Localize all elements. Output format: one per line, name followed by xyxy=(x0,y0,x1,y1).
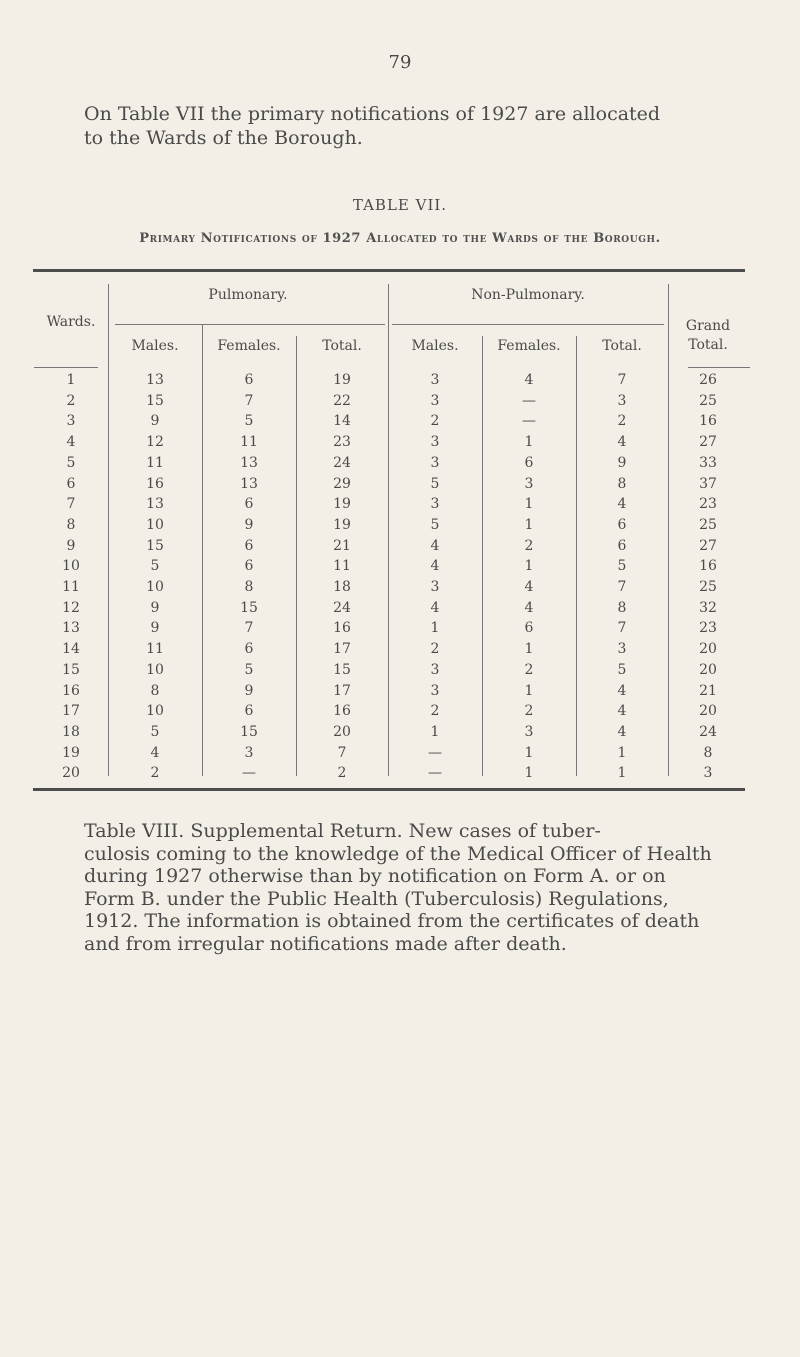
cell-pulmonary-males: 10 xyxy=(146,516,164,533)
cell-pulmonary-total: 24 xyxy=(333,454,351,471)
cell-pulmonary-total: 19 xyxy=(333,496,351,513)
cell-non-pulmonary-total: 7 xyxy=(617,620,627,637)
cell-grand-total: 25 xyxy=(699,516,717,533)
header-grand-total-line1: Grand xyxy=(685,318,731,334)
cell-non-pulmonary-total: 7 xyxy=(617,579,627,595)
cell-grand-total: 16 xyxy=(699,413,717,430)
table-top-rule xyxy=(33,269,745,272)
cell-grand-total: 24 xyxy=(699,723,717,740)
cell-pulmonary-males: 4 xyxy=(150,744,160,761)
cell-ward: 6 xyxy=(66,475,76,492)
cell-non-pulmonary-males: 4 xyxy=(430,558,440,575)
cell-non-pulmonary-females: 3 xyxy=(524,723,534,740)
cell-pulmonary-total: 29 xyxy=(333,475,351,492)
cell-non-pulmonary-total: 4 xyxy=(617,682,627,699)
cell-pulmonary-females: 13 xyxy=(240,475,258,492)
cell-pulmonary-males: 16 xyxy=(146,475,164,492)
cell-non-pulmonary-total: 7 xyxy=(617,372,627,388)
header-pulmonary-females: Females. xyxy=(217,338,281,354)
cell-non-pulmonary-females: 2 xyxy=(524,661,534,678)
cell-pulmonary-males: 5 xyxy=(150,558,160,575)
cell-non-pulmonary-total: 1 xyxy=(617,765,627,782)
cell-pulmonary-total: 19 xyxy=(333,372,351,388)
cell-pulmonary-total: 19 xyxy=(333,516,351,533)
cell-pulmonary-females: 7 xyxy=(244,620,254,637)
cell-ward: 1 xyxy=(66,372,76,388)
cell-non-pulmonary-males: 1 xyxy=(430,723,440,740)
cell-non-pulmonary-total: 1 xyxy=(617,744,627,761)
cell-grand-total: 20 xyxy=(699,703,717,720)
cell-non-pulmonary-males: 4 xyxy=(430,537,440,554)
cell-pulmonary-males: 15 xyxy=(146,392,164,409)
cell-grand-total: 23 xyxy=(699,620,717,637)
header-bottom-rule-grand xyxy=(688,367,750,368)
cell-ward: 17 xyxy=(62,703,80,720)
cell-pulmonary-total: 2 xyxy=(337,765,347,782)
intro-line: to the Wards of the Borough. xyxy=(84,127,363,149)
cell-pulmonary-total: 7 xyxy=(337,744,347,761)
cell-ward: 20 xyxy=(62,765,80,782)
cell-non-pulmonary-females: 4 xyxy=(524,599,534,616)
supplement-line: 1912. The information is obtained from the certificates of death xyxy=(84,910,700,933)
cell-non-pulmonary-males: 5 xyxy=(430,516,440,533)
header-bottom-rule-wards xyxy=(34,367,98,368)
cell-pulmonary-females: 3 xyxy=(244,744,254,761)
header-subrule-pulmonary xyxy=(115,324,385,325)
cell-non-pulmonary-total: 3 xyxy=(617,392,627,409)
cell-grand-total: 20 xyxy=(699,661,717,678)
cell-grand-total: 8 xyxy=(703,744,713,761)
cell-non-pulmonary-males: 3 xyxy=(430,579,440,595)
supplement-line: during 1927 otherwise than by notification on Form A. or on xyxy=(84,865,666,888)
cell-pulmonary-males: 9 xyxy=(150,620,160,637)
cell-non-pulmonary-females: 1 xyxy=(524,744,534,761)
cell-non-pulmonary-males: 5 xyxy=(430,475,440,492)
cell-non-pulmonary-females: 1 xyxy=(524,682,534,699)
cell-non-pulmonary-females: 6 xyxy=(524,620,534,637)
cell-pulmonary-females: 5 xyxy=(244,661,254,678)
cell-pulmonary-males: 12 xyxy=(146,434,164,451)
cell-ward: 2 xyxy=(66,392,76,409)
cell-non-pulmonary-females: 6 xyxy=(524,454,534,471)
cell-non-pulmonary-females: — xyxy=(522,413,536,430)
cell-pulmonary-males: 9 xyxy=(150,599,160,616)
cell-non-pulmonary-males: 3 xyxy=(430,372,440,388)
cell-pulmonary-males: 13 xyxy=(146,496,164,513)
cell-pulmonary-males: 11 xyxy=(146,641,164,658)
cell-pulmonary-total: 17 xyxy=(333,682,351,699)
cell-pulmonary-females: 6 xyxy=(244,703,254,720)
cell-pulmonary-females: 6 xyxy=(244,372,254,388)
cell-non-pulmonary-females: 1 xyxy=(524,558,534,575)
header-non-pulmonary-males: Males. xyxy=(411,338,459,354)
cell-ward: 16 xyxy=(62,682,80,699)
cell-non-pulmonary-total: 4 xyxy=(617,496,627,513)
header-wards: Wards. xyxy=(46,314,96,330)
header-grand-total-line2: Total. xyxy=(688,337,728,353)
cell-non-pulmonary-total: 8 xyxy=(617,599,627,616)
cell-non-pulmonary-males: 3 xyxy=(430,434,440,451)
cell-non-pulmonary-total: 2 xyxy=(617,413,627,430)
cell-pulmonary-total: 15 xyxy=(333,661,351,678)
cell-pulmonary-total: 23 xyxy=(333,434,351,451)
cell-pulmonary-females: 6 xyxy=(244,496,254,513)
cell-grand-total: 3 xyxy=(703,765,713,782)
intro-line: On Table VII the primary notifications of 1927 are allocated xyxy=(84,103,661,125)
cell-grand-total: 26 xyxy=(699,372,717,388)
cell-pulmonary-males: 10 xyxy=(146,703,164,720)
cell-non-pulmonary-males: 4 xyxy=(430,599,440,616)
cell-non-pulmonary-males: 1 xyxy=(430,620,440,637)
table-title: TABLE VII. xyxy=(352,196,448,214)
cell-non-pulmonary-total: 8 xyxy=(617,475,627,492)
cell-non-pulmonary-females: 1 xyxy=(524,434,534,451)
cell-grand-total: 27 xyxy=(699,434,717,451)
cell-ward: 15 xyxy=(62,661,80,678)
cell-non-pulmonary-total: 9 xyxy=(617,454,627,471)
cell-non-pulmonary-total: 5 xyxy=(617,558,627,575)
cell-ward: 10 xyxy=(62,558,80,575)
cell-pulmonary-total: 21 xyxy=(333,537,351,554)
cell-ward: 11 xyxy=(62,579,80,595)
cell-pulmonary-total: 14 xyxy=(333,413,351,430)
header-subrule-non-pulmonary xyxy=(392,324,664,325)
cell-non-pulmonary-males: 2 xyxy=(430,413,440,430)
cell-pulmonary-total: 20 xyxy=(333,723,351,740)
cell-non-pulmonary-total: 3 xyxy=(617,641,627,658)
supplement-line: Table VIII. Supplemental Return. New cases of tuber- xyxy=(84,820,601,842)
cell-pulmonary-total: 24 xyxy=(333,599,351,616)
cell-non-pulmonary-males: 2 xyxy=(430,641,440,658)
intro-paragraph xyxy=(84,102,744,150)
cell-non-pulmonary-females: 2 xyxy=(524,703,534,720)
cell-non-pulmonary-females: 1 xyxy=(524,516,534,533)
header-pulmonary-males: Males. xyxy=(131,338,179,354)
cell-pulmonary-males: 9 xyxy=(150,413,160,430)
cell-pulmonary-females: 15 xyxy=(240,723,258,740)
cell-grand-total: 16 xyxy=(699,558,717,575)
table-bottom-rule xyxy=(33,788,745,791)
cell-ward: 14 xyxy=(62,641,80,658)
cell-pulmonary-total: 16 xyxy=(333,703,351,720)
cell-grand-total: 32 xyxy=(699,599,717,616)
header-pulmonary-total: Total. xyxy=(322,338,362,354)
cell-pulmonary-males: 5 xyxy=(150,723,160,740)
cell-grand-total: 37 xyxy=(699,475,717,492)
cell-pulmonary-males: 8 xyxy=(150,682,160,699)
cell-non-pulmonary-total: 4 xyxy=(617,434,627,451)
cell-non-pulmonary-total: 4 xyxy=(617,703,627,720)
cell-ward: 18 xyxy=(62,723,80,740)
cell-ward: 8 xyxy=(66,516,76,533)
cell-non-pulmonary-males: 3 xyxy=(430,661,440,678)
cell-non-pulmonary-males: 3 xyxy=(430,454,440,471)
cell-grand-total: 23 xyxy=(699,496,717,513)
cell-non-pulmonary-total: 5 xyxy=(617,661,627,678)
cell-pulmonary-females: 8 xyxy=(244,579,254,595)
cell-pulmonary-females: 6 xyxy=(244,641,254,658)
cell-non-pulmonary-females: 2 xyxy=(524,537,534,554)
cell-pulmonary-males: 2 xyxy=(150,765,160,782)
cell-pulmonary-males: 13 xyxy=(146,372,164,388)
cell-pulmonary-females: 13 xyxy=(240,454,258,471)
cell-non-pulmonary-females: 1 xyxy=(524,765,534,782)
cell-pulmonary-total: 17 xyxy=(333,641,351,658)
cell-pulmonary-males: 10 xyxy=(146,579,164,595)
cell-grand-total: 27 xyxy=(699,537,717,554)
cell-non-pulmonary-total: 6 xyxy=(617,537,627,554)
cell-non-pulmonary-females: 3 xyxy=(524,475,534,492)
cell-non-pulmonary-total: 4 xyxy=(617,723,627,740)
cell-ward: 12 xyxy=(62,599,80,616)
cell-pulmonary-females: 9 xyxy=(244,516,254,533)
cell-non-pulmonary-females: 4 xyxy=(524,579,534,595)
cell-non-pulmonary-males: 3 xyxy=(430,392,440,409)
cell-pulmonary-total: 18 xyxy=(333,579,351,595)
header-non-pulmonary-total: Total. xyxy=(602,338,642,354)
cell-pulmonary-females: 6 xyxy=(244,537,254,554)
supplement-paragraph xyxy=(84,820,754,956)
cell-pulmonary-males: 15 xyxy=(146,537,164,554)
cell-pulmonary-females: 11 xyxy=(240,434,258,451)
cell-pulmonary-total: 11 xyxy=(333,558,351,575)
supplement-line: Form B. under the Public Health (Tuberculosis) Regulations, xyxy=(84,887,669,910)
supplement-line: culosis coming to the knowledge of the Medical Officer of Health xyxy=(84,842,712,865)
cell-non-pulmonary-females: 1 xyxy=(524,496,534,513)
cell-pulmonary-total: 22 xyxy=(333,392,351,409)
header-pulmonary: Pulmonary. xyxy=(208,287,288,303)
cell-pulmonary-males: 11 xyxy=(146,454,164,471)
cell-non-pulmonary-females: 1 xyxy=(524,641,534,658)
header-non-pulmonary-females: Females. xyxy=(497,338,561,354)
cell-non-pulmonary-males: 3 xyxy=(430,682,440,699)
cell-grand-total: 25 xyxy=(699,392,717,409)
cell-pulmonary-males: 10 xyxy=(146,661,164,678)
cell-non-pulmonary-total: 6 xyxy=(617,516,627,533)
cell-grand-total: 33 xyxy=(699,454,717,471)
cell-grand-total: 25 xyxy=(699,579,717,595)
cell-grand-total: 21 xyxy=(699,682,717,699)
cell-non-pulmonary-males: 2 xyxy=(430,703,440,720)
cell-ward: 5 xyxy=(66,454,76,471)
cell-pulmonary-females: 7 xyxy=(244,392,254,409)
cell-pulmonary-females: 5 xyxy=(244,413,254,430)
cell-non-pulmonary-males: — xyxy=(428,744,442,761)
cell-ward: 7 xyxy=(66,496,76,513)
cell-pulmonary-females: — xyxy=(242,765,256,782)
cell-ward: 9 xyxy=(66,537,76,554)
table-caption: Primary Notifications of 1927 Allocated to the Wards of the Borough. xyxy=(139,231,661,246)
cell-ward: 4 xyxy=(66,434,76,451)
cell-non-pulmonary-males: — xyxy=(428,765,442,782)
cell-grand-total: 20 xyxy=(699,641,717,658)
supplement-line: and from irregular notifications made after death. xyxy=(84,932,567,955)
cell-non-pulmonary-males: 3 xyxy=(430,496,440,513)
header-non-pulmonary: Non-Pulmonary. xyxy=(471,287,585,303)
cell-pulmonary-females: 6 xyxy=(244,558,254,575)
cell-ward: 3 xyxy=(66,413,76,430)
cell-non-pulmonary-females: 4 xyxy=(524,372,534,388)
cell-pulmonary-total: 16 xyxy=(333,620,351,637)
cell-ward: 19 xyxy=(62,744,80,761)
cell-pulmonary-females: 15 xyxy=(240,599,258,616)
cell-pulmonary-females: 9 xyxy=(244,682,254,699)
cell-non-pulmonary-females: — xyxy=(522,392,536,409)
cell-ward: 13 xyxy=(62,620,80,637)
page-number: 79 xyxy=(388,52,412,73)
